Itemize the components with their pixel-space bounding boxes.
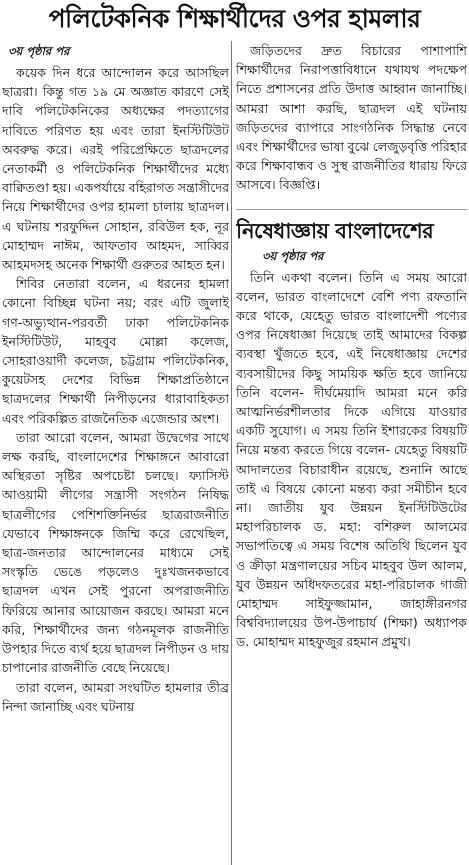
second-article-headline: নিষেধাজ্ঞায় বাংলাদেশের: [236, 218, 434, 243]
column-divider: [231, 41, 232, 865]
second-article-jump-label: ৩য় পৃষ্ঠার পর: [262, 248, 324, 263]
right-column: [236, 41, 467, 865]
article-paragraph: তিনি একথা বলেন। তিনি এ সময় আরো বলেন, ভারত বাংলাদেশে বেশি পণ্য রফতানি করে থাকে, যেহেতু ভারত বাংলাদেশী পণ্যের ওপর নিষেধাজ্ঞা দিয়েছে তাই আমাদের বিকল্প ব্যবস্থা খুঁজতে হবে, এই নিষেধাজ্ঞায় দেশের ব্যবসায়ীদের কিছু সাময়িক ক্ষতি হবে জানিয়ে তিনি বলেন- দীর্ঘমেয়াদি আমরা মনে করি আত্মনির্ভরশীলতার দিকে এগিয়ে যাওয়ার একটি সুযোগ। এ সময় তিনি ইশারকের বিষয়টি নিয়ে মন্তব্য করতে গিয়ে বলেন- যেহেতু বিষয়টি আদালতের বিচারাধীন রয়েছে, শুনানি আছে তাই এ বিষয়ে কোনো মন্তব্য করা সমীচীন হবে না। জাতীয় যুব উন্নয়ন ইনস্টিটিউটের মহাপরিচালক ড. মহা: বশিরুল আলমের সভাপতিত্বে এ সময় বিশেষ অতিথি ছিলেন যুব ও ক্রীড়া মন্ত্রণালয়ের সচিব মাহবুব উল আলম, যুব উন্নয়ন অধিদফতরের মহা-পরিচালক গাজী মোহাম্মদ সাইফুজ্জামান, জাহাঙ্গীরনগর বিশ্ববিদ্যালয়ের উপ-উপাচার্য (শিক্ষা) অধ্যাপক ড. মোহাম্মদ মাহফুজুর রহমান প্রমুখ।: [236, 269, 467, 650]
article-paragraph: তারা আরো বলেন, আমরা উদ্বেগের সাথে লক্ষ করছি, বাংলাদেশের শিক্ষাঙ্গনে আবারো অস্থিরতা সৃষ্টির অপচেষ্টা চলছে। ফ্যাসিস্ট আওয়ামী লীগের সন্ত্রাসী সংগঠন নিষিদ্ধ ছাত্রলীগের পেশিশক্তিনির্ভর ছাত্ররাজনীতি যেভাবে শিক্ষাঙ্গনকে জিম্মি করে রেখেছিল, ছাত্র-জনতার আন্দোলনের মাধ্যমে সেই সংস্কৃতি ভেঙে পড়লেও দুঃখজনকভাবে ছাত্রদল এখন সেই পুরনো অপরাজনীতি ফিরিয়ে আনার আয়োজন করছে। আমরা মনে করি, শিক্ষার্থীদের জন্য গঠনমূলক রাজনীতি উপহার দিতে ব্যর্থ হয়ে ছাত্রদল নিপীড়ন ও দায় চাপানোর রাজনীতি বেছে নিয়েছে।: [2, 429, 229, 676]
article-paragraph: তারা বলেন, আমরা সংঘটিত হামলার তীব্র নিন্দা জানাচ্ছি এবং ঘটনায়: [2, 679, 229, 714]
article-paragraph: জড়িতদের দ্রুত বিচারের পাশাপাশি শিক্ষার্থীদের নিরাপত্তাবিধানে যথাযথ পদক্ষেপ নিতে প্রশাসনের প্রতি উদাত্ত আহ্বান জানাচ্ছি। আমরা আশা করছি, ছাত্রদল এই ঘটনায় জড়িতদের ব্যাপারে সাংগঠনিক সিদ্ধান্ত নেবে এবং শিক্ষার্থীদের ভাষা বুঝে লেজুড়বৃত্তি পরিহার করে শিক্ষাবান্ধব ও সুস্থ রাজনীতির ধারায় ফিরে আসবে। বিজ্ঞপ্তি।: [236, 43, 467, 193]
article-paragraph: শিবির নেতারা বলেন, এ ধরনের হামলা কোনো বিচ্ছিন্ন ঘটনা নয়; বরং এটি জুলাই গণ-অভ্যুত্থান-পরবর্তী ঢাকা পলিটেকনিক ইনস্টিটিউট, মাহবুব মোল্লা কলেজ, সোহরাওয়ার্দী কলেজ, চট্টগ্রাম পলিটেকনিক, কুয়েটসহ দেশের বিভিন্ন শিক্ষাপ্রতিষ্ঠানে ছাত্রদলের শিক্ষার্থী নিপীড়নের ধারাবাহিকতা এবং পরিকল্পিত রাজনৈতিক এজেন্ডার অংশ।: [2, 276, 229, 426]
jump-label: ৩য় পৃষ্ঠার পর: [8, 44, 70, 58]
article-paragraph: কয়েক দিন ধরে আন্দোলন করে আসছিল ছাত্ররা। কিন্তু গত ১৯ মে অজ্ঞাত কারণে সেই দাবি পলিটেকনিকের অধ্যক্ষের পদত্যাগের দাবিতে পরিণত হয় এবং তারা ইনস্টিটিউট অবরুদ্ধ করে। এরই পরিপ্রেক্ষিতে ছাত্রদলের নেতাকর্মী ও পলিটেকনিক শিক্ষার্থীদের মধ্যে বাক্বিতণ্ডা হয়। একপর্যায়ে বহিরাগত সন্ত্রাসীদের নিয়ে শিক্ষার্থীদের ওপর হামলা চালায় ছাত্রদল। এ ঘটনায় শরফুদ্দিন সোহান, রবিউল হক, নূর মোহাম্মদ নাঈম, আফতাব আহমদ, সাব্বির আহমদসহ অনেক শিক্ষার্থী গুরুতর আহত হন।: [2, 65, 229, 273]
article-headline: পলিটেকনিক শিক্ষার্থীদের ওপর হামলার: [48, 4, 421, 33]
left-column: [2, 41, 229, 865]
second-article: [236, 209, 467, 652]
